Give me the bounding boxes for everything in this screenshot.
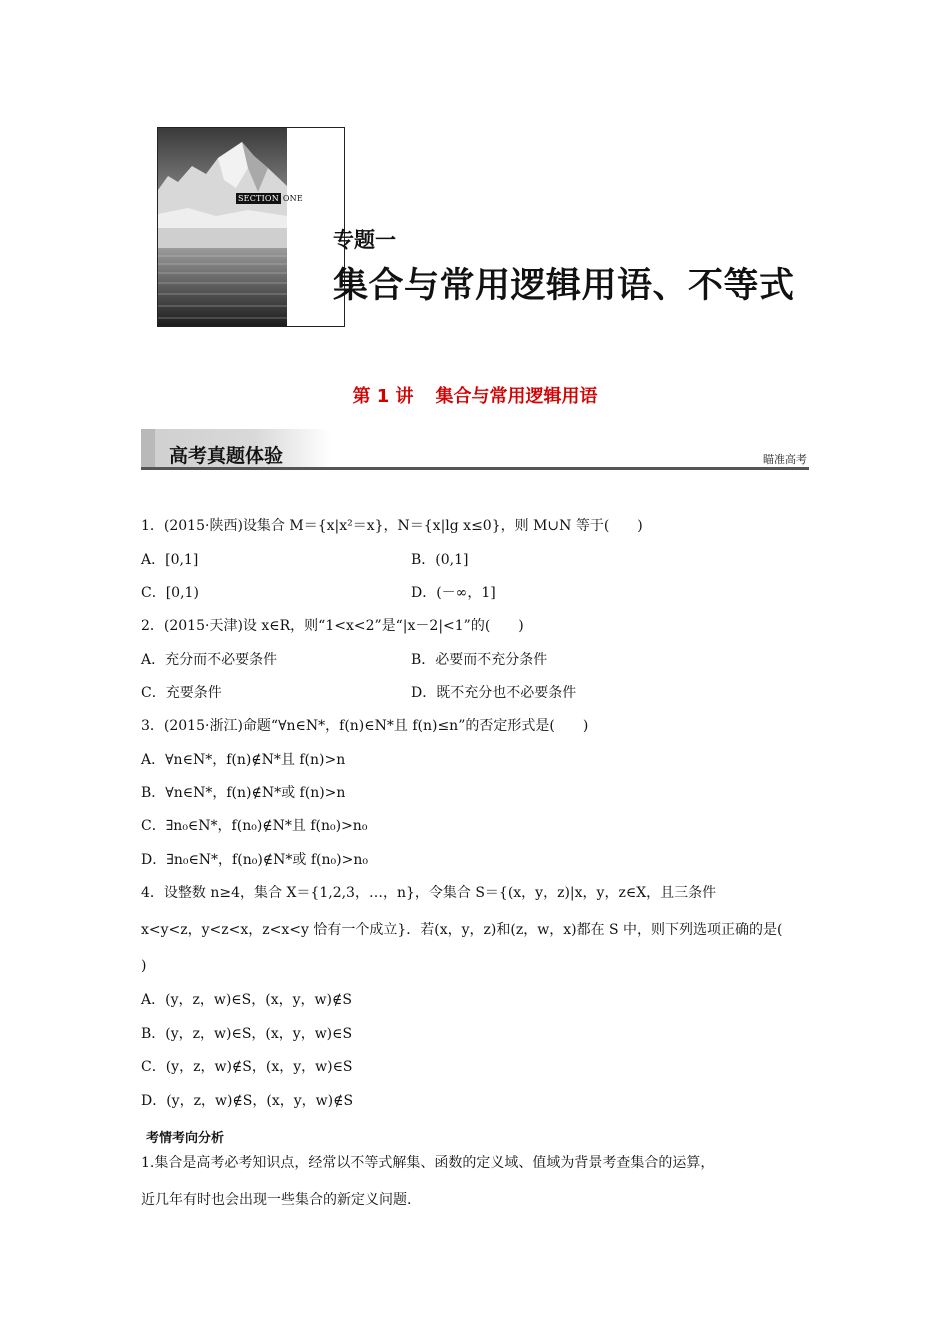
lecture-name: 集合与常用逻辑用语 [435, 386, 598, 407]
topic-label: 专题一 [333, 228, 396, 252]
question-1-option-d: D．(－∞，1] [411, 585, 496, 601]
question-3-option-b: B．∀n∈N*，f(n)∉N*或 f(n)>n [141, 785, 346, 801]
question-4-stem-line-2: x<y<z，y<z<x，z<x<y 恰有一个成立}．若(x，y，z)和(z，w，x)都在 S 中，则下列选项正确的是( [141, 922, 783, 938]
cover-iceberg-image [158, 128, 287, 326]
section-bar-tag: 瞄准高考 [763, 453, 807, 466]
question-3-option-c: C．∃n₀∈N*，f(n₀)∉N*且 f(n₀)>n₀ [141, 818, 368, 834]
question-1-stem: 1．(2015·陕西)设集合 M＝{x|x²＝x}，N＝{x|lg x≤0}，则 M∪N 等于( ) [141, 518, 643, 534]
question-2-option-b: B．必要而不充分条件 [411, 652, 548, 668]
question-2-option-a: A．充分而不必要条件 [141, 652, 278, 668]
section-bar-title: 高考真题体验 [169, 445, 284, 467]
question-4-stem-line-1: 4．设整数 n≥4，集合 X＝{1,2,3，…，n}，令集合 S＝{(x，y，z)|x，y，z∈X，且三条件 [141, 885, 717, 901]
question-4-option-b: B．(y，z，w)∈S，(x，y，w)∈S [141, 1026, 353, 1042]
question-4-option-a: A．(y，z，w)∈S，(x，y，w)∉S [141, 992, 352, 1008]
analysis-line-1: 1.集合是高考必考知识点，经常以不等式解集、函数的定义域、值域为背景考查集合的运算， [141, 1155, 715, 1171]
question-3-stem: 3．(2015·浙江)命题“∀n∈N*，f(n)∈N*且 f(n)≤n”的否定形式是( ) [141, 718, 589, 734]
section-tag [236, 193, 305, 204]
question-2-stem: 2．(2015·天津)设 x∈R，则“1<x<2”是“|x－2|<1”的( ) [141, 618, 524, 634]
lecture-number: 第 1 讲 [352, 386, 414, 407]
question-2-option-d: D．既不充分也不必要条件 [411, 685, 577, 701]
question-4-option-c: C．(y，z，w)∉S，(x，y，w)∈S [141, 1059, 353, 1075]
question-2-option-c: C．充要条件 [141, 685, 222, 701]
lecture-title [0, 382, 950, 408]
section-number: ONE [282, 194, 303, 203]
question-1-option-a: A．[0,1] [141, 552, 199, 568]
question-1-option-c: C．[0,1) [141, 585, 199, 601]
topic-title: 集合与常用逻辑用语、不等式 [333, 266, 795, 306]
question-3-option-d: D．∃n₀∈N*，f(n₀)∉N*或 f(n₀)>n₀ [141, 852, 368, 868]
analysis-heading: 考情考向分析 [146, 1131, 225, 1146]
question-4-stem-line-3: ) [141, 958, 147, 974]
question-1-option-b: B．(0,1] [411, 552, 469, 568]
section-word: SECTION [238, 194, 279, 203]
question-4-option-d: D．(y，z，w)∉S，(x，y，w)∉S [141, 1093, 354, 1109]
analysis-line-2: 近几年有时也会出现一些集合的新定义问题. [141, 1192, 412, 1208]
section-bar-notch [141, 429, 155, 467]
section-header-bar [141, 429, 809, 471]
question-3-option-a: A．∀n∈N*，f(n)∉N*且 f(n)>n [141, 752, 346, 768]
